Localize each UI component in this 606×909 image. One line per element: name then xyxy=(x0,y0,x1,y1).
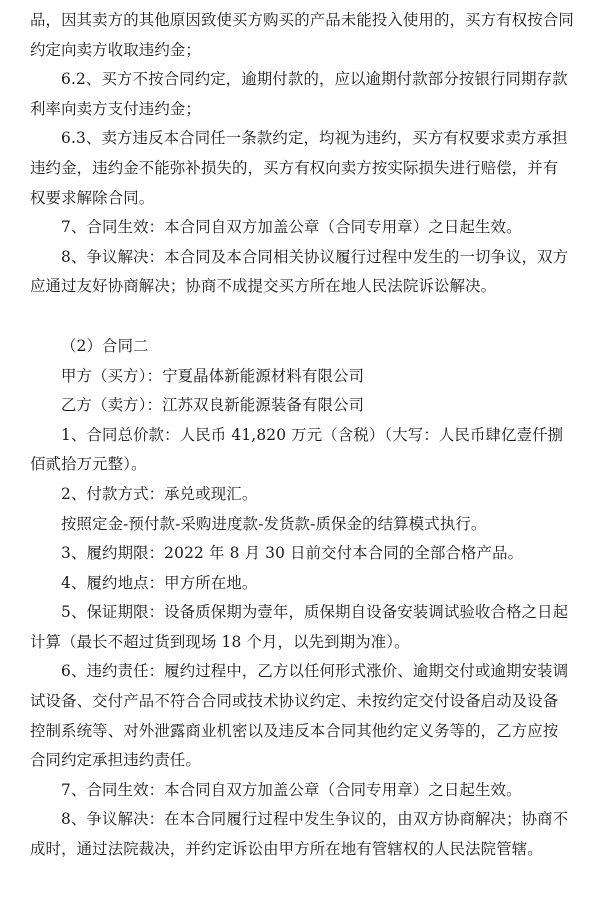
text-line: 成时，通过法院裁决，并约定诉讼由甲方所在地有管辖权的人民法院管辖。 xyxy=(30,840,543,859)
text-line: 应通过友好协商解决；协商不成提交买方所在地人民法院诉讼解决。 xyxy=(30,277,497,296)
text-line: 甲方（买方）：宁夏晶体新能源材料有限公司 xyxy=(61,366,365,385)
text-line: 6.3、卖方违反本合同任一条款约定，均视为违约，买方有权要求卖方承担 xyxy=(61,129,568,148)
text-line: 按照定金-预付款-采购进度款-发货款-质保金的结算模式执行。 xyxy=(61,514,487,533)
text-line: 7、合同生效：本合同自双方加盖公章（合同专用章）之日起生效。 xyxy=(61,780,522,799)
text-line: 控制系统等、对外泄露商业机密以及违反本合同其他约定义务等的，乙方应按 xyxy=(30,721,559,740)
text-line: 8、争议解决：在本合同履行过程中发生争议的，由双方协商解决；协商不 xyxy=(61,810,569,829)
text-line: 7、合同生效：本合同自双方加盖公章（合同专用章）之日起生效。 xyxy=(61,218,522,237)
text-line: 乙方（卖方）：江苏双良新能源装备有限公司 xyxy=(61,396,365,415)
text-line: 品，因其卖方的其他原因致使买方购买的产品未能投入使用的，买方有权按合同 xyxy=(30,11,574,29)
paragraph-gap xyxy=(30,302,582,332)
text-line: （2）合同二 xyxy=(61,336,149,355)
text-line: 计算（最长不超过货到现场 18 个月，以先到期为准）。 xyxy=(30,632,410,651)
text-line: 约定向卖方收取违约金； xyxy=(30,40,201,59)
text-line: 5、保证期限：设备质保期为壹年，质保期自设备安装调试验收合格之日起 xyxy=(61,603,569,622)
text-line: 3、履约期限：2022 年 8 月 30 日前交付本合同的全部合格产品。 xyxy=(61,544,524,563)
text-line: 6.2、买方不按合同约定，逾期付款的，应以逾期付款部分按银行同期存款 xyxy=(61,70,568,89)
text-line: 违约金，违约金不能弥补损失的，买方有权向卖方按实际损失进行赔偿，并有 xyxy=(30,158,559,177)
text-line: 1、合同总价款：人民币 41,820 万元（含税）（大写：人民币肆亿壹仟捌 xyxy=(61,425,564,444)
text-line: 利率向卖方支付违约金； xyxy=(30,99,201,118)
text-line: 试设备、交付产品不符合合同或技术协议约定、未按约定交付设备启动及设备 xyxy=(30,692,559,711)
text-line: 8、争议解决：本合同及本合同相关协议履行过程中发生的一切争议，双方 xyxy=(61,247,569,266)
text-line: 4、履约地点：甲方所在地。 xyxy=(61,573,258,592)
text-line: 2、付款方式：承兑或现汇。 xyxy=(61,484,258,503)
text-line: 6、违约责任：履约过程中，乙方以任何形式涨价、逾期交付或逾期安装调 xyxy=(61,662,569,681)
text-line: 佰贰拾万元整）。 xyxy=(30,455,147,474)
text-line: 合同约定承担违约责任。 xyxy=(30,751,201,770)
text-line: 权要求解除合同。 xyxy=(30,188,155,207)
